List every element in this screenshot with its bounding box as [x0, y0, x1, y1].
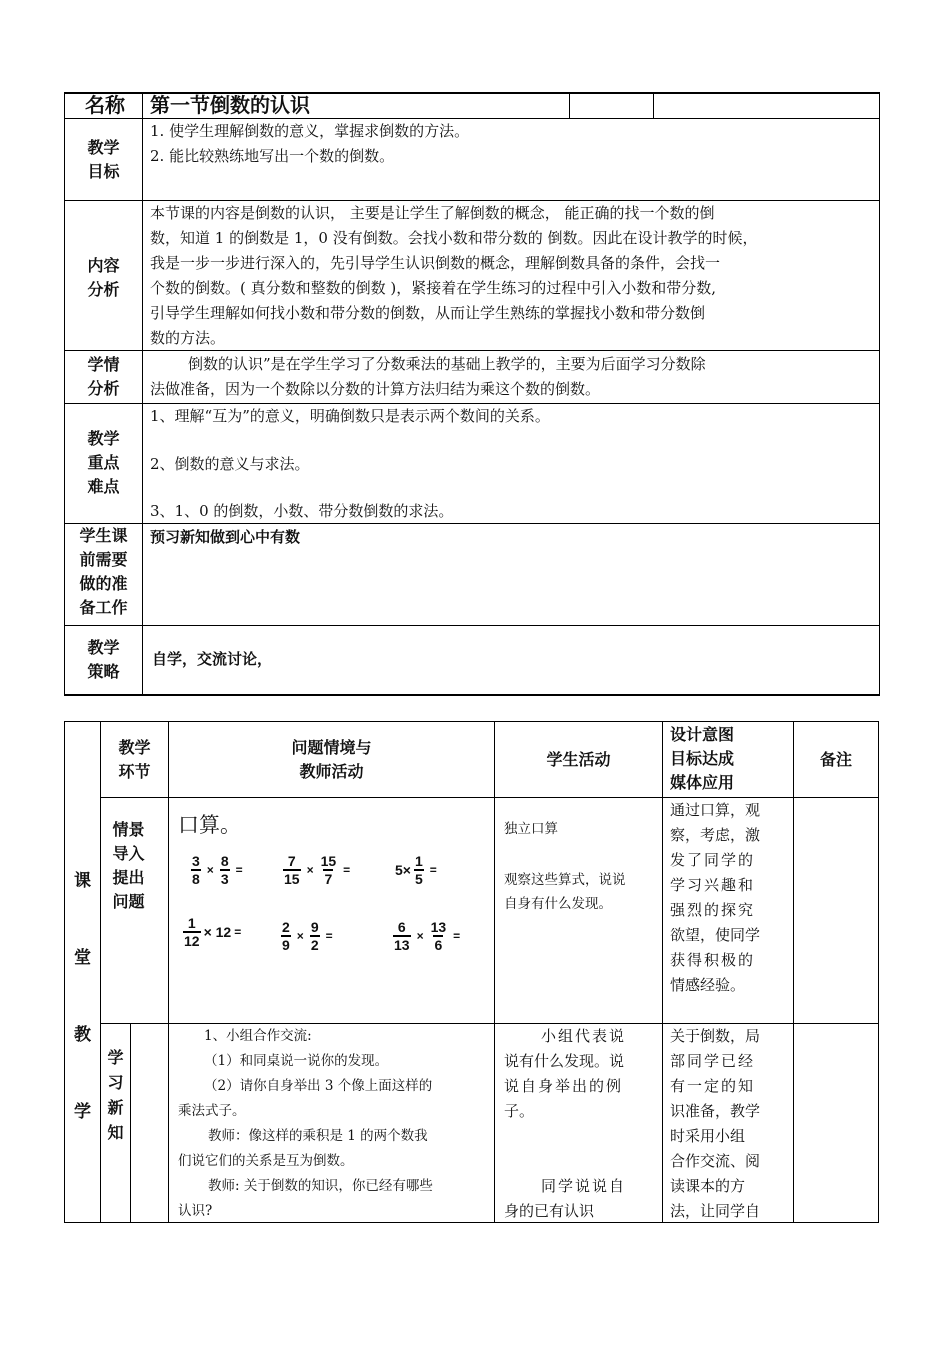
content-analysis-line: 个数的倒数。( 真分数和整数的倒数 )，紧接着在学生练习的过程中引入小数和带分数, — [150, 279, 717, 297]
exercise-4: $\frac{1}{12}$ × 12 = — [184, 915, 242, 949]
oral-calc-title: 口算。 — [178, 813, 241, 837]
key-point-line: 1、理解“互为”的意义，明确倒数只是表示两个数间的关系。 — [150, 407, 550, 425]
side-label-char: 学 — [74, 1102, 91, 1122]
content-analysis-line: 数的方法。 — [150, 329, 226, 347]
student-activity-header: 学生活动 — [546, 750, 611, 769]
student-activity-line: 独立口算 — [504, 821, 558, 837]
exercise-3: 5× $\frac{1}{5}$ = — [395, 853, 437, 887]
note-header: 备注 — [819, 750, 852, 769]
lesson-title: 第一节倒数的认识 — [150, 93, 310, 117]
student-analysis-label: 学情 分析 — [87, 355, 120, 398]
exercise-6: $\frac{6}{13}$ × $\frac{13}{6}$ = — [394, 919, 461, 953]
stage-header: 教学 环节 — [118, 738, 151, 781]
student-activity-line: 观察这些算式，说说 — [504, 872, 626, 888]
student-activity-line: 自身有什么发现。 — [504, 896, 612, 912]
key-point-line: 2、倒数的意义与求法。 — [150, 455, 310, 473]
key-points-label: 教学 重点 难点 — [87, 429, 120, 496]
content-analysis-line: 我是一步一步进行深入的，先引导学生认识倒数的概念，理解倒数具备的条件，会找一 — [150, 254, 721, 272]
student-analysis-line: 法做准备，因为一个数除以分数的计算方法归结为乘这个数的倒数。 — [150, 380, 601, 398]
problem-header: 问题情境与 教师活动 — [291, 738, 372, 781]
exercise-5: $\frac{2}{9}$ × $\frac{9}{2}$ = — [282, 919, 333, 953]
exercise-2: $\frac{7}{15}$ × $\frac{15}{7}$ = — [284, 853, 351, 887]
objective-line: 1. 使学生理解倒数的意义，掌握求倒数的方法。 — [150, 122, 470, 140]
stage-intro: 情景 导入 提出 问题 — [112, 820, 145, 911]
side-label-char: 课 — [74, 871, 91, 891]
side-label-char: 教 — [74, 1025, 91, 1045]
preparation-label: 学生课 前需要 做的准 备工作 — [79, 526, 128, 617]
content-analysis-line: 本节课的内容是倒数的认识， 主要是让学生了解倒数的概念， 能正确的找一个数的倒 — [150, 204, 715, 222]
content-analysis-line: 引导学生理解如何找小数和带分数的倒数，从而让学生熟练的掌握找小数和带分数倒 — [150, 304, 706, 322]
student-analysis-line: 倒数的认识”是在学生学习了分数乘法的基础上教学的，主要为后面学习分数除 — [188, 355, 706, 373]
key-point-line: 3、1、0 的倒数，小数、带分数倒数的求法。 — [150, 502, 454, 520]
content-analysis-line: 数，知道 1 的倒数是 1，0 没有倒数。会找小数和带分数的 倒数。因此在设计教学的时候， — [150, 229, 758, 247]
strategy-text: 自学，交流讨论， — [152, 650, 273, 668]
name-label: 名称 — [85, 93, 125, 117]
objective-line: 2. 能比较熟练地写出一个数的倒数。 — [150, 147, 395, 165]
side-label-char: 堂 — [74, 948, 91, 968]
design-header: 设计意图 目标达成 媒体应用 — [670, 725, 735, 792]
exercise-1: $\frac{3}{8}$ × $\frac{8}{3}$ = — [192, 853, 243, 887]
objective-label: 教学 目标 — [87, 138, 120, 181]
stage-new-knowledge: 学 习 新 知 — [107, 1048, 124, 1142]
preparation-text: 预习新知做到心中有数 — [150, 528, 301, 546]
content-analysis-label: 内容 分析 — [87, 256, 120, 299]
strategy-label: 教学 策略 — [87, 638, 120, 681]
